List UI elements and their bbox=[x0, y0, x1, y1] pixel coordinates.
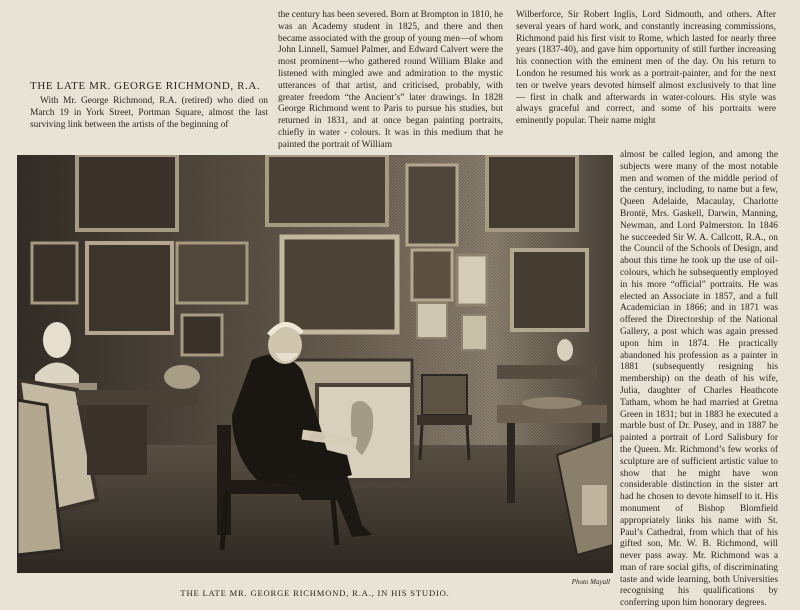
article-column-2 bbox=[278, 10, 503, 152]
studio-engraving bbox=[17, 155, 613, 573]
article-paragraph: almost be called legion, and among the subjects were many of the most notable men and women of the middle period of the century, including, to name but a few, Queen Adelaide, Macaulay, Charlotte Brontë, Mrs. Gaskell, Darwin, Manning, Newman, and Lord Palmerston. In 1846 he succeeded Sir W. A. Callcott, R.A., on the Council of the Schools of Design, and about this time he took up the use of oil-colours, which he subsequently employed in his more “official” portraits. He was elected an Associate in 1857, and a full Academician in 1866; and in 1871 was offered the Directorship of the National Gallery, a post which was again pressed upon him in 1874. He practically abandoned his profession as a painter in 1881 (subsequently resigning his membership) on the death of his wife, Julia, daughter of Charles Heathcote Tatham, whom he had married at Gretna Green in 1831; but in 1883 he executed a marble bust of Dr. Pusey, and in 1887 he painted a portrait of Lord Salisbury for the Queen. Mr. Richmond’s few works of sculpture are of sufficient artistic value to show that he might have won considerable distinction in the sister art had he chosen to devote himself to it. His monument of Bishop Blomfield appropriately links his name with St. Paul’s Cathedral, from which that of his gifted son, Mr. W. B. Richmond, will never pass away. Mr. Richmond was a man of rare social gifts, of discriminating taste and wide learning, both Universities recognising his qualifications by conferring upon him honorary degrees. bbox=[620, 150, 778, 609]
photo-credit: Photo Mayall bbox=[571, 578, 610, 586]
studio-scene bbox=[17, 155, 613, 573]
article-paragraph: With Mr. George Richmond, R.A. (retired) who died on March 19 in York Street, Portman Square, almost the last surviving link between the artists of the beginning of bbox=[30, 96, 268, 130]
illustration-caption: THE LATE MR. GEORGE RICHMOND, R.A., IN HIS STUDIO. bbox=[180, 588, 450, 598]
article-column-4 bbox=[620, 150, 778, 610]
article-column-3 bbox=[516, 10, 776, 128]
article-paragraph: Wilberforce, Sir Robert Inglis, Lord Sidmouth, and others. After several years of hard work, and constantly increasing commissions, Richmond paid his first visit to Rome, which lasted for nearly three years (1837-40), and gave him opportunity of still further increasing his connection with the eminent men of the day. On his return to London he resumed his work as a portrait-painter, and for the next ten or twelve years devoted himself almost exclusively to that line — first in chalk and afterwards in water-colours. His style was always graceful and correct, and some of his portraits were eminently popular. Their name might bbox=[516, 10, 776, 127]
article-column-1 bbox=[30, 96, 268, 131]
article-paragraph: the century has been severed. Born at Brompton in 1810, he was an Academy student in 1825, and there and then became associated with the group of young men—of whom John Linnell, Samuel Palmer, and Edward Calvert were the most prominent—who gathered round William Blake and listened with mingled awe and admiration to the mystic utterances of that artist, and criticised, probably, with greater freedom “the Ancient’s” later drawings. In 1828 George Richmond went to Paris to pursue his studies, but returned in 1831, and at once began painting portraits, chiefly in water - colours. It was in this medium that he painted the portrait of William bbox=[278, 10, 503, 150]
article-heading: THE LATE MR. GEORGE RICHMOND, R.A. bbox=[30, 80, 261, 92]
